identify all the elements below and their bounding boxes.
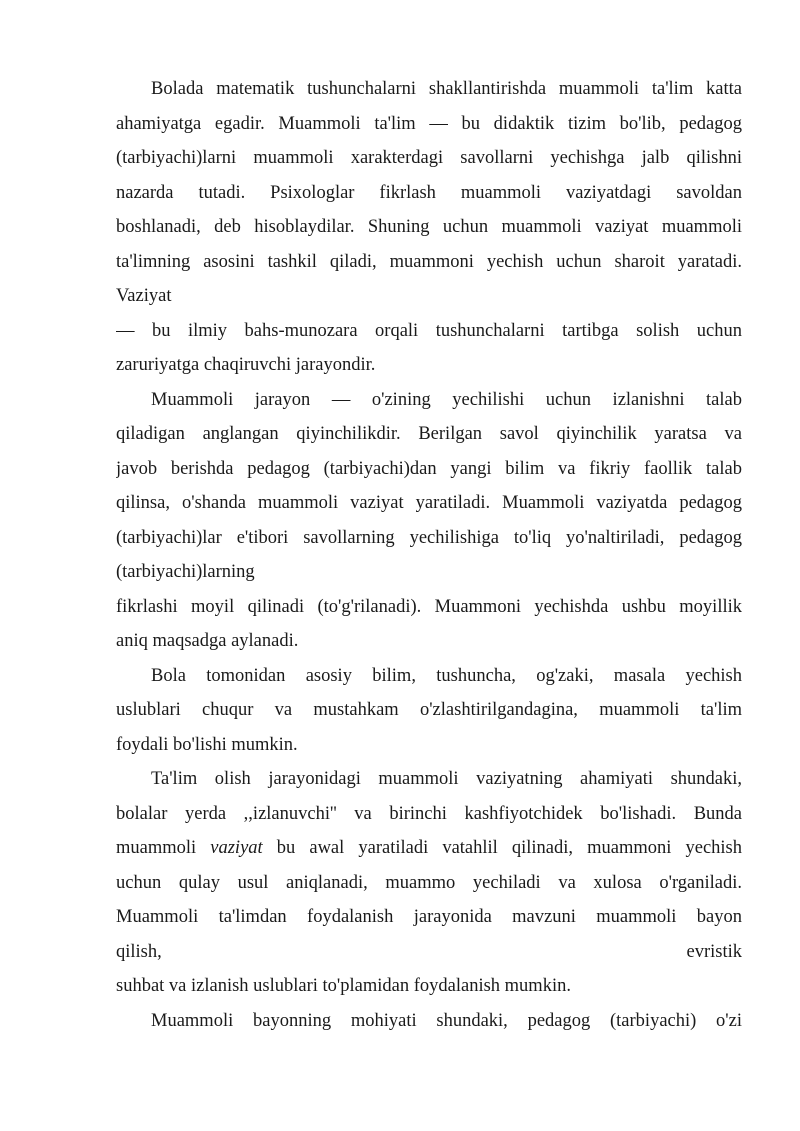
text-line: boshlanadi, deb hisoblaydilar. Shuning uchun muammoli vaziyat muammoli: [116, 217, 742, 237]
text-line-with-italic: [116, 831, 742, 866]
text-line: — bu ilmiy bahs-munozara orqali tushunchalarni tartibga solish uchun: [116, 320, 742, 341]
text-line: nazarda tutadi. Psixologlar fikrlash muammoli vaziyatdagi savoldan: [116, 182, 742, 203]
text-line: zaruriyatga chaqiruvchi jarayondir.: [116, 355, 376, 375]
text-line: uchun qulay usul aniqlanadi, muammo yechiladi va xulosa o'rganiladi.: [116, 872, 742, 893]
text-line: qilish, evristik: [116, 941, 742, 962]
text-line: suhbat va izlanish uslublari to'plamidan foydalanish mumkin.: [116, 976, 571, 996]
text-line: Vaziyat: [116, 286, 172, 306]
text-line: Bola tomonidan asosiy bilim, tushuncha, og'zaki, masala yechish: [151, 665, 742, 686]
text-line: bolalar yerda ,,izlanuvchi'' va birinchi kashfiyotchidek bo'lishadi. Bunda: [116, 803, 742, 824]
text-segment: muammoli: [116, 838, 211, 858]
text-line: uslublari chuqur va mustahkam o'zlashtirilgandagina, muammoli ta'lim: [116, 700, 742, 720]
text-line: Muammoli ta'limdan foydalanish jarayonida mavzuni muammoli bayon: [116, 907, 742, 927]
text-line: (tarbiyachi)larni muammoli xarakterdagi savollarni yechishga jalb qilishni: [116, 148, 742, 168]
text-line: qilinsa, o'shanda muammoli vaziyat yaratiladi. Muammoli vaziyatda pedagog: [116, 493, 742, 513]
text-segment: bu awal yaratiladi vatahlil qilinadi, muammoni yechish: [262, 838, 742, 858]
text-line: qiladigan anglangan qiyinchilikdir. Berilgan savol qiyinchilik yaratsa va: [116, 424, 742, 444]
text-line: fikrlashi moyil qilinadi (to'g'rilanadi). Muammoni yechishda ushbu moyillik: [116, 596, 742, 617]
text-line: (tarbiyachi)larning: [116, 562, 255, 582]
document-page: [116, 72, 742, 1038]
text-line: Ta'lim olish jarayonidagi muammoli vaziyatning ahamiyati shundaki,: [151, 769, 742, 789]
text-line: javob berishda pedagog (tarbiyachi)dan yangi bilim va fikriy faollik talab: [116, 458, 742, 479]
text-line: Muammoli jarayon — o'zining yechilishi uchun izlanishni talab: [151, 389, 742, 410]
text-line: Muammoli bayonning mohiyati shundaki, pedagog (tarbiyachi) o'zi: [151, 1010, 742, 1031]
text-line: Bolada matematik tushunchalarni shakllantirishda muammoli ta'lim katta: [151, 79, 742, 99]
text-line: ahamiyatga egadir. Muammoli ta'lim — bu didaktik tizim bo'lib, pedagog: [116, 113, 742, 134]
text-line: foydali bo'lishi mumkin.: [116, 734, 298, 755]
italic-word: vaziyat: [210, 838, 263, 858]
text-line: (tarbiyachi)lar e'tibori savollarning yechilishiga to'liq yo'naltiriladi, pedagog: [116, 527, 742, 548]
text-line: ta'limning asosini tashkil qiladi, muammoni yechish uchun sharoit yaratadi.: [116, 251, 742, 272]
text-line: aniq maqsadga aylanadi.: [116, 631, 299, 651]
